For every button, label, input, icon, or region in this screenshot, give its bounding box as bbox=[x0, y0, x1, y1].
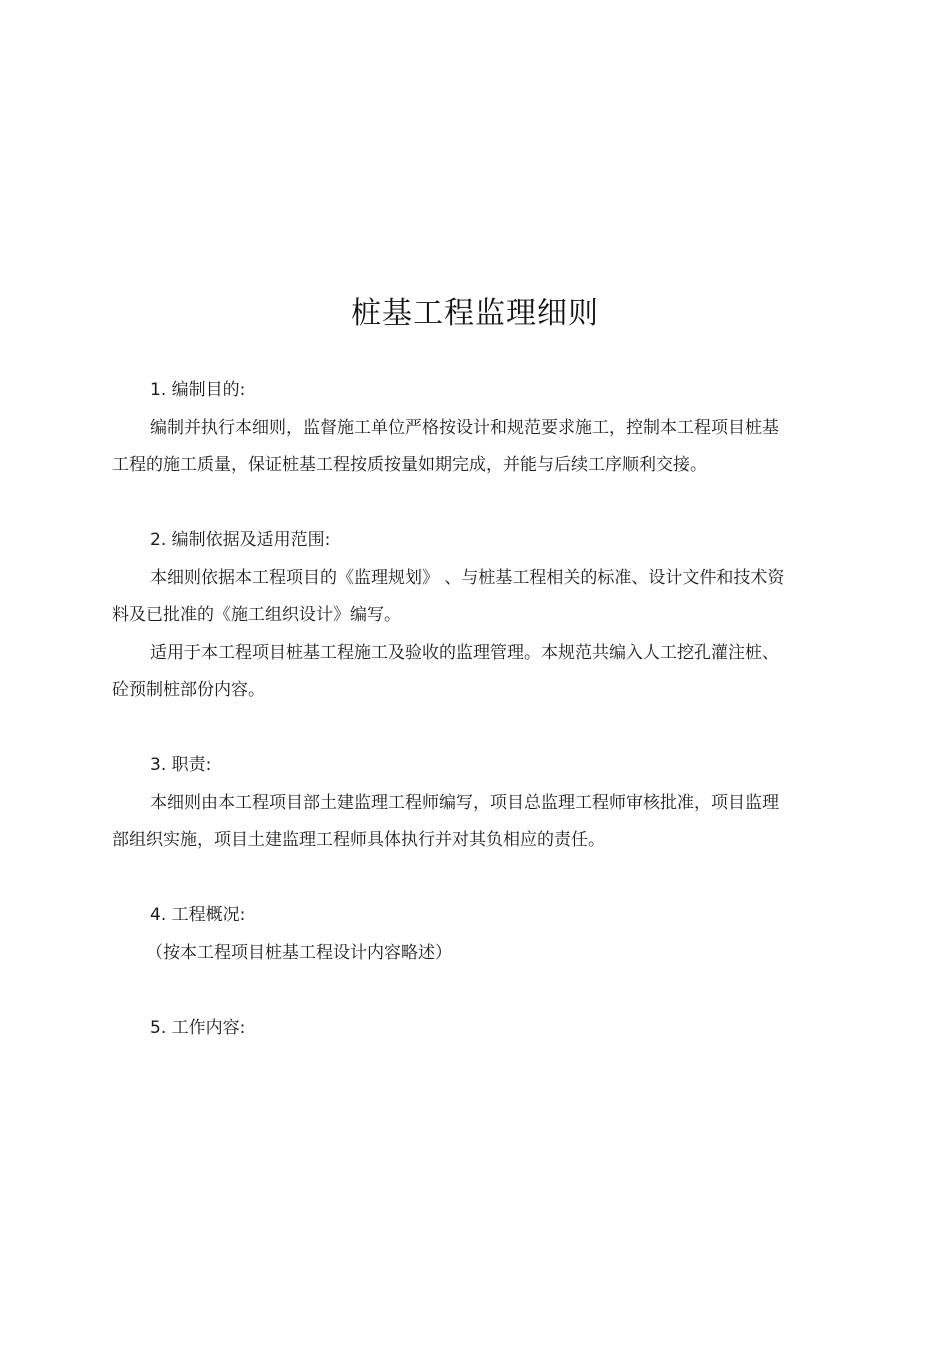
section-4-paragraph-line-1: （按本工程项目桩基工程设计内容略述） bbox=[146, 943, 452, 963]
document-title: 桩基工程监理细则 bbox=[351, 296, 599, 331]
section-1-heading: 1. 编制目的: bbox=[150, 380, 246, 400]
section-3-paragraph-line-1: 本细则由本工程项目部土建监理工程师编写，项目总监理工程师审核批准，项目监理 bbox=[150, 793, 779, 813]
section-3-heading: 3. 职责: bbox=[150, 755, 212, 775]
section-2-paragraph-line-2: 料及已批准的《施工组织设计》编写。 bbox=[112, 605, 401, 625]
section-2-paragraph-line-1: 本细则依据本工程项目的《监理规划》 、与桩基工程相关的标准、设计文件和技术资 bbox=[150, 568, 785, 588]
section-5-heading: 5. 工作内容: bbox=[150, 1018, 246, 1038]
section-1-paragraph-line-1: 编制并执行本细则，监督施工单位严格按设计和规范要求施工，控制本工程项目桩基 bbox=[150, 418, 779, 438]
section-1-paragraph-line-2: 工程的施工质量，保证桩基工程按质按量如期完成，并能与后续工序顺利交接。 bbox=[112, 455, 707, 475]
section-4-heading: 4. 工程概况: bbox=[150, 905, 246, 925]
section-2-heading: 2. 编制依据及适用范围: bbox=[150, 530, 331, 550]
section-2-paragraph-line-4: 砼预制桩部份内容。 bbox=[112, 680, 265, 700]
section-2-paragraph-line-3: 适用于本工程项目桩基工程施工及验收的监理管理。本规范共编入人工挖孔灌注桩、 bbox=[150, 643, 779, 663]
section-3-paragraph-line-2: 部组织实施，项目土建监理工程师具体执行并对其负相应的责任。 bbox=[112, 830, 605, 850]
